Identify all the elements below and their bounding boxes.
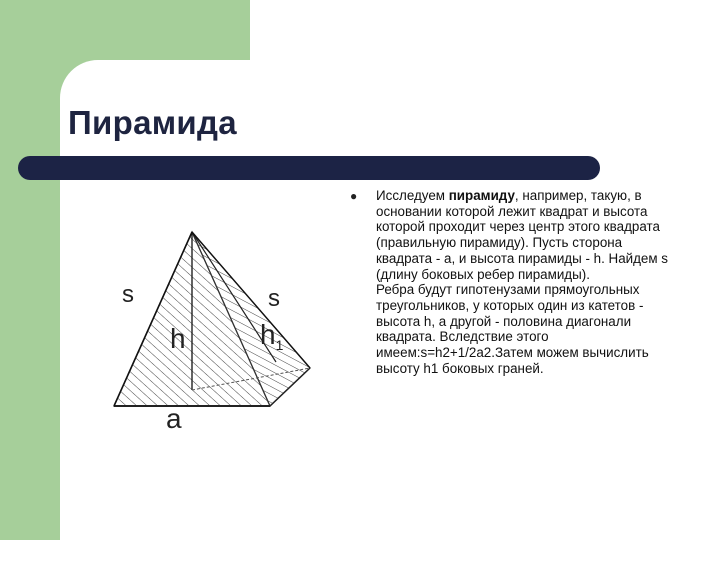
body-paragraph — [376, 188, 676, 376]
bullet-icon: ● — [350, 189, 358, 203]
label-h: h — [170, 323, 186, 354]
label-s-right: s — [268, 285, 280, 312]
pyramid-drawing — [114, 232, 310, 406]
label-h1-sub: 1 — [275, 337, 284, 353]
paragraph-second: Ребра будут гипотенузами прямоугольных треугольников, у которых один из катетов - высота h, а другой - половина диагонали квадрата. Вследствие этого имеем:s=h2+1/2a2.Затем можем вычислить высоту h1 боковых граней. — [376, 282, 649, 376]
green-accent-left — [0, 0, 60, 540]
paragraph-rest: , например, такую, в основании которой лежит квадрат и высота которой проходит через центр этого квадрата (правильную пирамиду). Пусть сторона квадрата - a, и высота пирамиды - h. Найдем s (длину боковых ребер пирамиды). — [376, 188, 669, 282]
paragraph-first — [376, 188, 676, 282]
label-s-left: s — [122, 281, 134, 308]
label-h1-main: h — [260, 319, 276, 350]
pyramid-figure — [110, 222, 330, 434]
paragraph-intro: Исследуем — [376, 188, 449, 203]
paragraph-bold-term: пирамиду — [448, 188, 515, 203]
label-a: a — [166, 403, 182, 434]
slide-title: Пирамида — [68, 104, 237, 141]
title-underline-bar — [18, 156, 600, 180]
